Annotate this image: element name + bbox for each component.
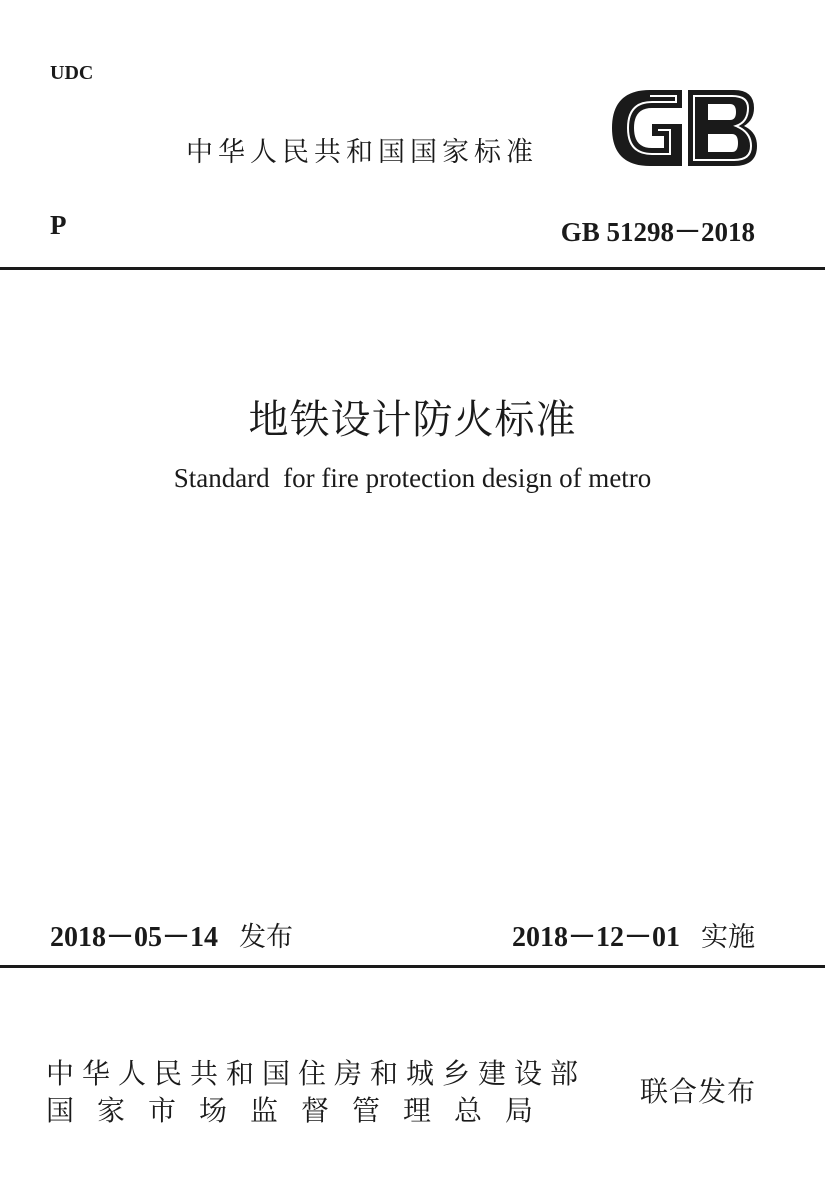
- issue-label: 发布: [239, 922, 294, 953]
- issue-date: 2018－05－14: [50, 922, 219, 953]
- udc-label: UDC: [50, 62, 94, 84]
- implementation-date-block: [512, 915, 755, 955]
- national-standard-label: 中华人民共和国国家标准: [186, 137, 538, 168]
- title-english: Standard for fire protection design of metro: [173, 463, 652, 493]
- issue-date-block: [50, 915, 293, 955]
- implementation-date: 2018－12－01: [511, 922, 680, 953]
- issuer-ministry: 中华人民共和国住房和城乡建设部: [46, 1057, 587, 1090]
- standard-number: GB 51298－2018: [560, 217, 755, 247]
- issuer-administration: 国家市场监督管理总局: [46, 1094, 557, 1127]
- top-divider: [0, 267, 825, 270]
- bottom-divider: [0, 965, 825, 968]
- category-code: P: [50, 210, 67, 240]
- gb-logo-icon: [612, 90, 757, 166]
- joint-issue-label: 联合发布: [640, 1075, 757, 1108]
- implementation-label: 实施: [701, 922, 755, 953]
- title-chinese: 地铁设计防火标准: [248, 397, 577, 443]
